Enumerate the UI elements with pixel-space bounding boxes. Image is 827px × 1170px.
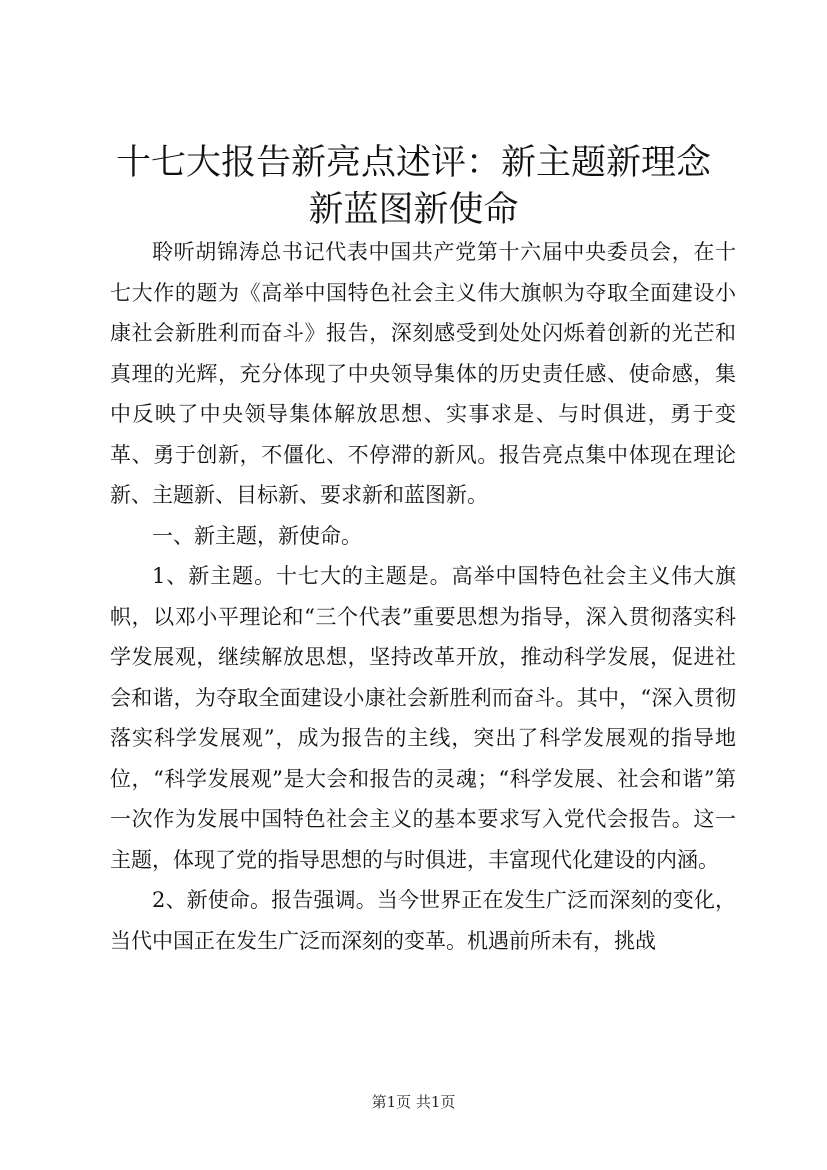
paragraph-intro: 聆听胡锦涛总书记代表中国共产党第十六届中央委员会，在十七大作的题为《高举中国特色社会主义伟大旗帜为夺取全面建设小康社会新胜利而奋斗》报告，深刻感受到处处闪烁着创新的光芒和真理的光辉，充分体现了中央领导集体的历史责任感、使命感，集中反映了中央领导集体解放思想、实事求是、与时俱进，勇于变革、勇于创新，不僵化、不停滞的新风。报告亮点集中体现在理论新、主题新、目标新、要求新和蓝图新。 <box>110 240 736 507</box>
page-number-footer: 第1页 共1页 <box>371 1093 456 1111</box>
paragraph-new-theme: 1、新主题。十七大的主题是。高举中国特色社会主义伟大旗帜，以邓小平理论和“三个代表”重要思想为指导，深入贯彻落实科学发展观，继续解放思想，坚持改革开放，推动科学发展，促进社会和谐，为夺取全面建设小康社会新胜利而奋斗。其中，“深入贯彻落实科学发展观”，成为报告的主线，突出了科学发展观的指导地位，“科学发展观”是大会和报告的灵魂；“科学发展、社会和谐”第一次作为发展中国特色社会主义的基本要求写入党代会报告。这一主题，体现了党的指导思想的与时俱进，丰富现代化建设的内涵。 <box>110 564 736 872</box>
paragraph-new-mission: 2、新使命。报告强调。当今世界正在发生广泛而深刻的变化，当代中国正在发生广泛而深刻的变革。机遇前所未有，挑战 <box>110 888 736 953</box>
section-heading-new-theme: 一、新主题，新使命。 <box>152 523 362 548</box>
document-body <box>110 232 736 961</box>
document-title: 十七大报告新亮点述评：新主题新理念新蓝图新使命 <box>115 143 711 230</box>
